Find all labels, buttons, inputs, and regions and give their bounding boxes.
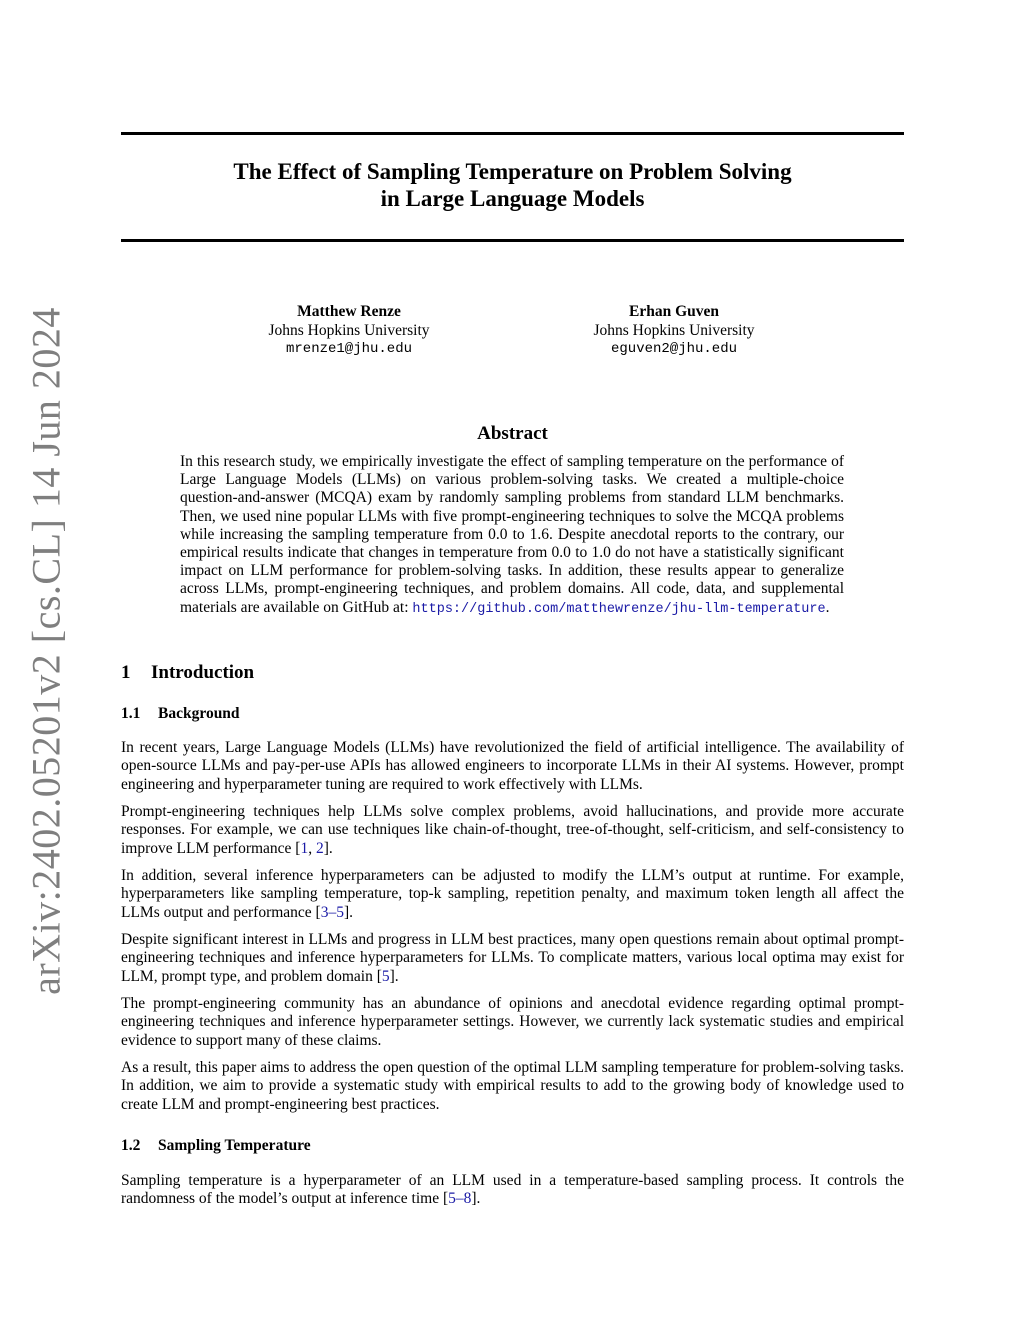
abstract-end: . bbox=[825, 598, 830, 616]
citation-link[interactable]: 3–5 bbox=[320, 903, 344, 921]
title-bottom-rule bbox=[121, 239, 904, 242]
paper-title bbox=[121, 158, 904, 212]
paragraph-end: ]. bbox=[389, 967, 399, 985]
citation-link[interactable]: 2 bbox=[315, 839, 324, 857]
paragraph-1 bbox=[121, 739, 904, 794]
subsection-heading-background bbox=[121, 705, 240, 723]
author-block-1 bbox=[219, 302, 479, 359]
author-name: Erhan Guven bbox=[628, 303, 719, 320]
paragraph-text: The prompt-engineering community has an abundance of opinions and anecdotal evidence regarding optimal prompt-engineering techniques and inference hyperparameter settings. However, we currently lack systematic studies and empirical evidence to support many of these claims. bbox=[121, 995, 904, 1049]
subsection-number: 1.1 bbox=[121, 705, 141, 722]
paragraph-end: ]. bbox=[323, 839, 333, 857]
github-link[interactable]: https://github.com/matthewrenze/jhu-llm-temperature bbox=[412, 601, 826, 617]
paragraph-text: Sampling temperature is a hyperparameter of an LLM used in a temperature-based sampling process. It controls the randomness of the model’s output at inference time [ bbox=[121, 1172, 904, 1208]
abstract-heading: Abstract bbox=[477, 423, 548, 444]
paragraph-7 bbox=[121, 1172, 904, 1209]
paragraph-text: In addition, several inference hyperparameters can be adjusted to modify the LLM’s output at runtime. For example, hyperparameters like sampling temperature, top-k sampling, repetition penalty, and maximum token length all affect the LLMs output and performance [ bbox=[121, 867, 904, 921]
title-top-rule bbox=[121, 132, 904, 135]
section-number: 1 bbox=[121, 662, 131, 683]
citation-link[interactable]: 5 bbox=[381, 967, 390, 985]
citation-separator: , bbox=[308, 839, 316, 857]
author-block-2 bbox=[544, 302, 804, 359]
paragraph-end: ]. bbox=[471, 1190, 481, 1208]
title-line-2: in Large Language Models bbox=[380, 186, 645, 211]
title-line-1: The Effect of Sampling Temperature on Problem Solving bbox=[233, 159, 792, 184]
paragraph-text: As a result, this paper aims to address the open question of the optimal LLM sampling temperature for problem-solving tasks. In addition, we aim to provide a systematic study with empirical results to add to the growing body of knowledge used to create LLM and prompt-engineering best practices. bbox=[121, 1059, 904, 1113]
citation-link[interactable]: 1 bbox=[300, 839, 309, 857]
author-affiliation: Johns Hopkins University bbox=[593, 322, 755, 339]
author-email[interactable]: mrenze1@jhu.edu bbox=[285, 341, 413, 357]
author-affiliation: Johns Hopkins University bbox=[268, 322, 430, 339]
paragraph-2 bbox=[121, 803, 904, 858]
section-heading-introduction bbox=[121, 662, 254, 684]
paragraph-text: Despite significant interest in LLMs and progress in LLM best practices, many open questions remain about optimal prompt-engineering techniques and inference hyperparameters for LLMs. To complicate matters, various local optima may exist for LLM, prompt type, and problem domain [ bbox=[121, 931, 904, 985]
author-name: Matthew Renze bbox=[297, 303, 401, 320]
author-email[interactable]: eguven2@jhu.edu bbox=[610, 341, 738, 357]
subsection-heading-sampling-temperature bbox=[121, 1137, 311, 1155]
subsection-number: 1.2 bbox=[121, 1137, 141, 1154]
citation-link[interactable]: 5–8 bbox=[448, 1190, 472, 1208]
paragraph-end: ]. bbox=[343, 903, 354, 921]
paragraph-3 bbox=[121, 867, 904, 922]
paragraph-4 bbox=[121, 931, 904, 986]
abstract-text: In this research study, we empirically investigate the effect of sampling temperature on the performance of Large Language Models (LLMs) on various problem-solving tasks. We created a multiple-choice question-and-answer (MCQA) exam by randomly sampling problems from standard LLM benchmarks. Then, we used nine popular LLMs with five prompt-engineering techniques to solve the MCQA problems while increasing the sampling temperature from 0.0 to 1.6. Despite anecdotal reports to the contrary, our empirical results indicate that changes in temperature from 0.0 to 1.0 do not have a statistically significant impact on LLM performance for problem-solving tasks. In addition, these results appear to generalize across LLMs, prompt-engineering techniques, and problem domains. All code, data, and supplemental materials are available on GitHub at: bbox=[180, 453, 844, 616]
paragraph-text: In recent years, Large Language Models (LLMs) have revolutionized the field of artificial intelligence. The availability of open-source LLMs and pay-per-use APIs has allowed engineers to incorporate LLMs in their AI systems. However, prompt engineering and hyperparameter tuning are required to work effectively with LLMs. bbox=[121, 739, 904, 793]
paragraph-5 bbox=[121, 995, 904, 1050]
abstract-body bbox=[180, 453, 844, 619]
paragraph-text: Prompt-engineering techniques help LLMs solve complex problems, avoid hallucinations, and provide more accurate responses. For example, we can use techniques like chain-of-thought, tree-of-thought, self-criticism, and self-consistency to improve LLM performance [ bbox=[121, 803, 904, 857]
subsection-title: Background bbox=[158, 705, 240, 722]
subsection-title: Sampling Temperature bbox=[158, 1137, 311, 1154]
arxiv-identifier: arXiv:2402.05201v2 [cs.CL] 14 Jun 2024 bbox=[23, 307, 69, 995]
paragraph-6 bbox=[121, 1059, 904, 1114]
section-title: Introduction bbox=[151, 662, 255, 683]
